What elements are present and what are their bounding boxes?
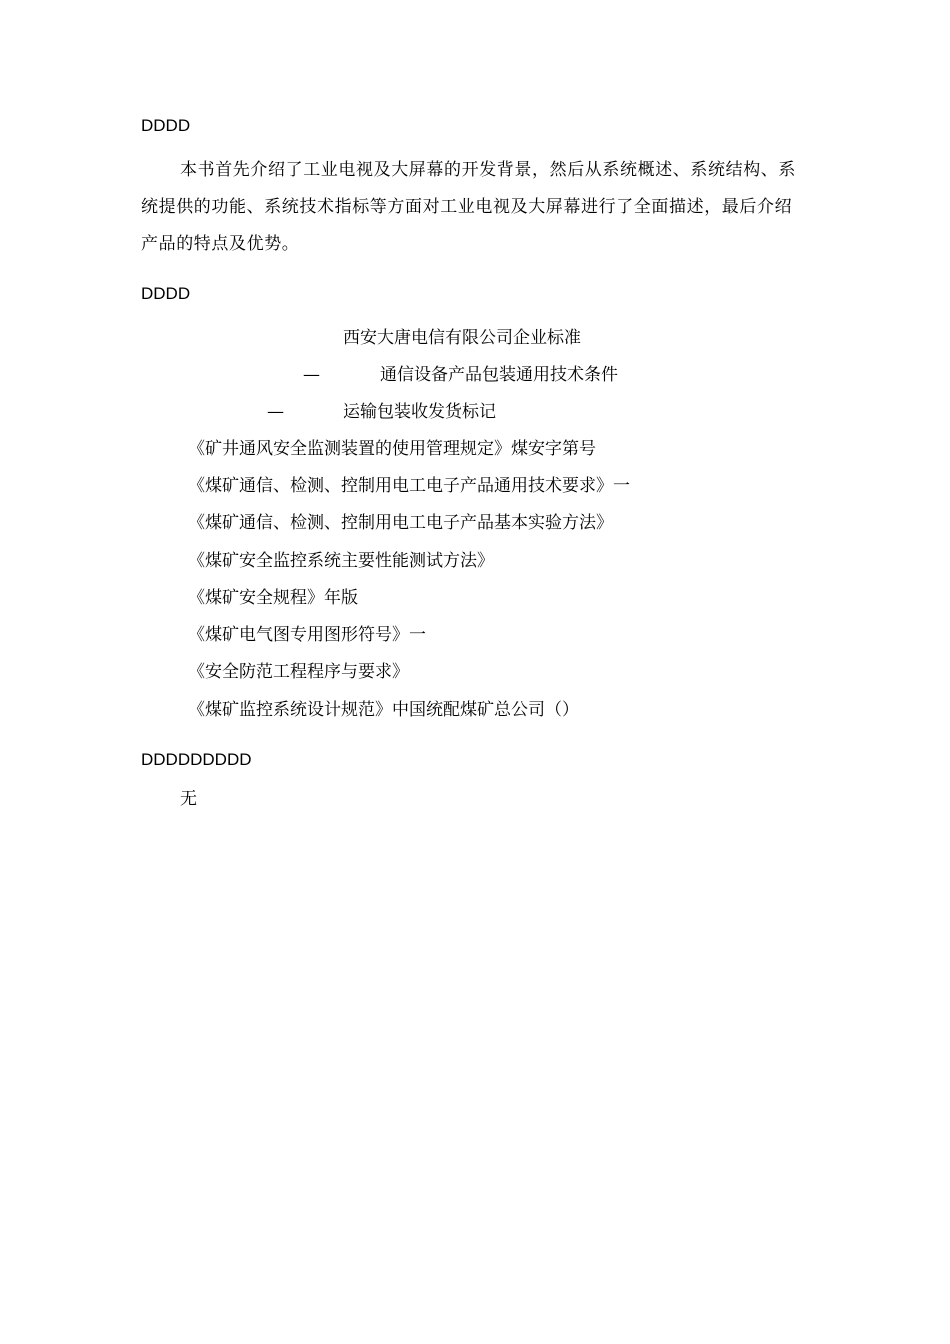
reference-item: 《煤矿电气图专用图形符号》一	[188, 625, 426, 645]
reference-item: 《煤矿通信、检测、控制用电工电子产品基本实验方法》	[188, 513, 613, 533]
reference-item: 《安全防范工程程序与要求》	[188, 662, 409, 682]
standard-dash: —	[267, 402, 284, 422]
reference-item: 《煤矿通信、检测、控制用电工电子产品通用技术要求》一	[188, 476, 630, 496]
reference-item: 《煤矿监控系统设计规范》中国统配煤矿总公司（）	[188, 700, 579, 720]
standard-dash: —	[303, 365, 320, 385]
section-heading-3: DDDDDDDDD	[141, 750, 252, 769]
section-heading-1: DDDD	[141, 116, 191, 135]
standard-item: 运输包装收发货标记	[343, 402, 496, 422]
standard-title: 西安大唐电信有限公司企业标准	[343, 328, 581, 348]
reference-item: 《煤矿安全规程》年版	[188, 588, 358, 608]
section-content: 无	[180, 789, 197, 809]
section-heading-2: DDDD	[141, 284, 191, 303]
reference-item: 《矿井通风安全监测装置的使用管理规定》煤安字第号	[188, 439, 596, 459]
standard-item: 通信设备产品包装通用技术条件	[380, 365, 618, 385]
intro-paragraph: 本书首先介绍了工业电视及大屏幕的开发背景，然后从系统概述、系统结构、系统提供的功能、系统技术指标等方面对工业电视及大屏幕进行了全面描述，最后介绍产品的特点及优势。	[141, 160, 796, 254]
reference-item: 《煤矿安全监控系统主要性能测试方法》	[188, 551, 494, 571]
